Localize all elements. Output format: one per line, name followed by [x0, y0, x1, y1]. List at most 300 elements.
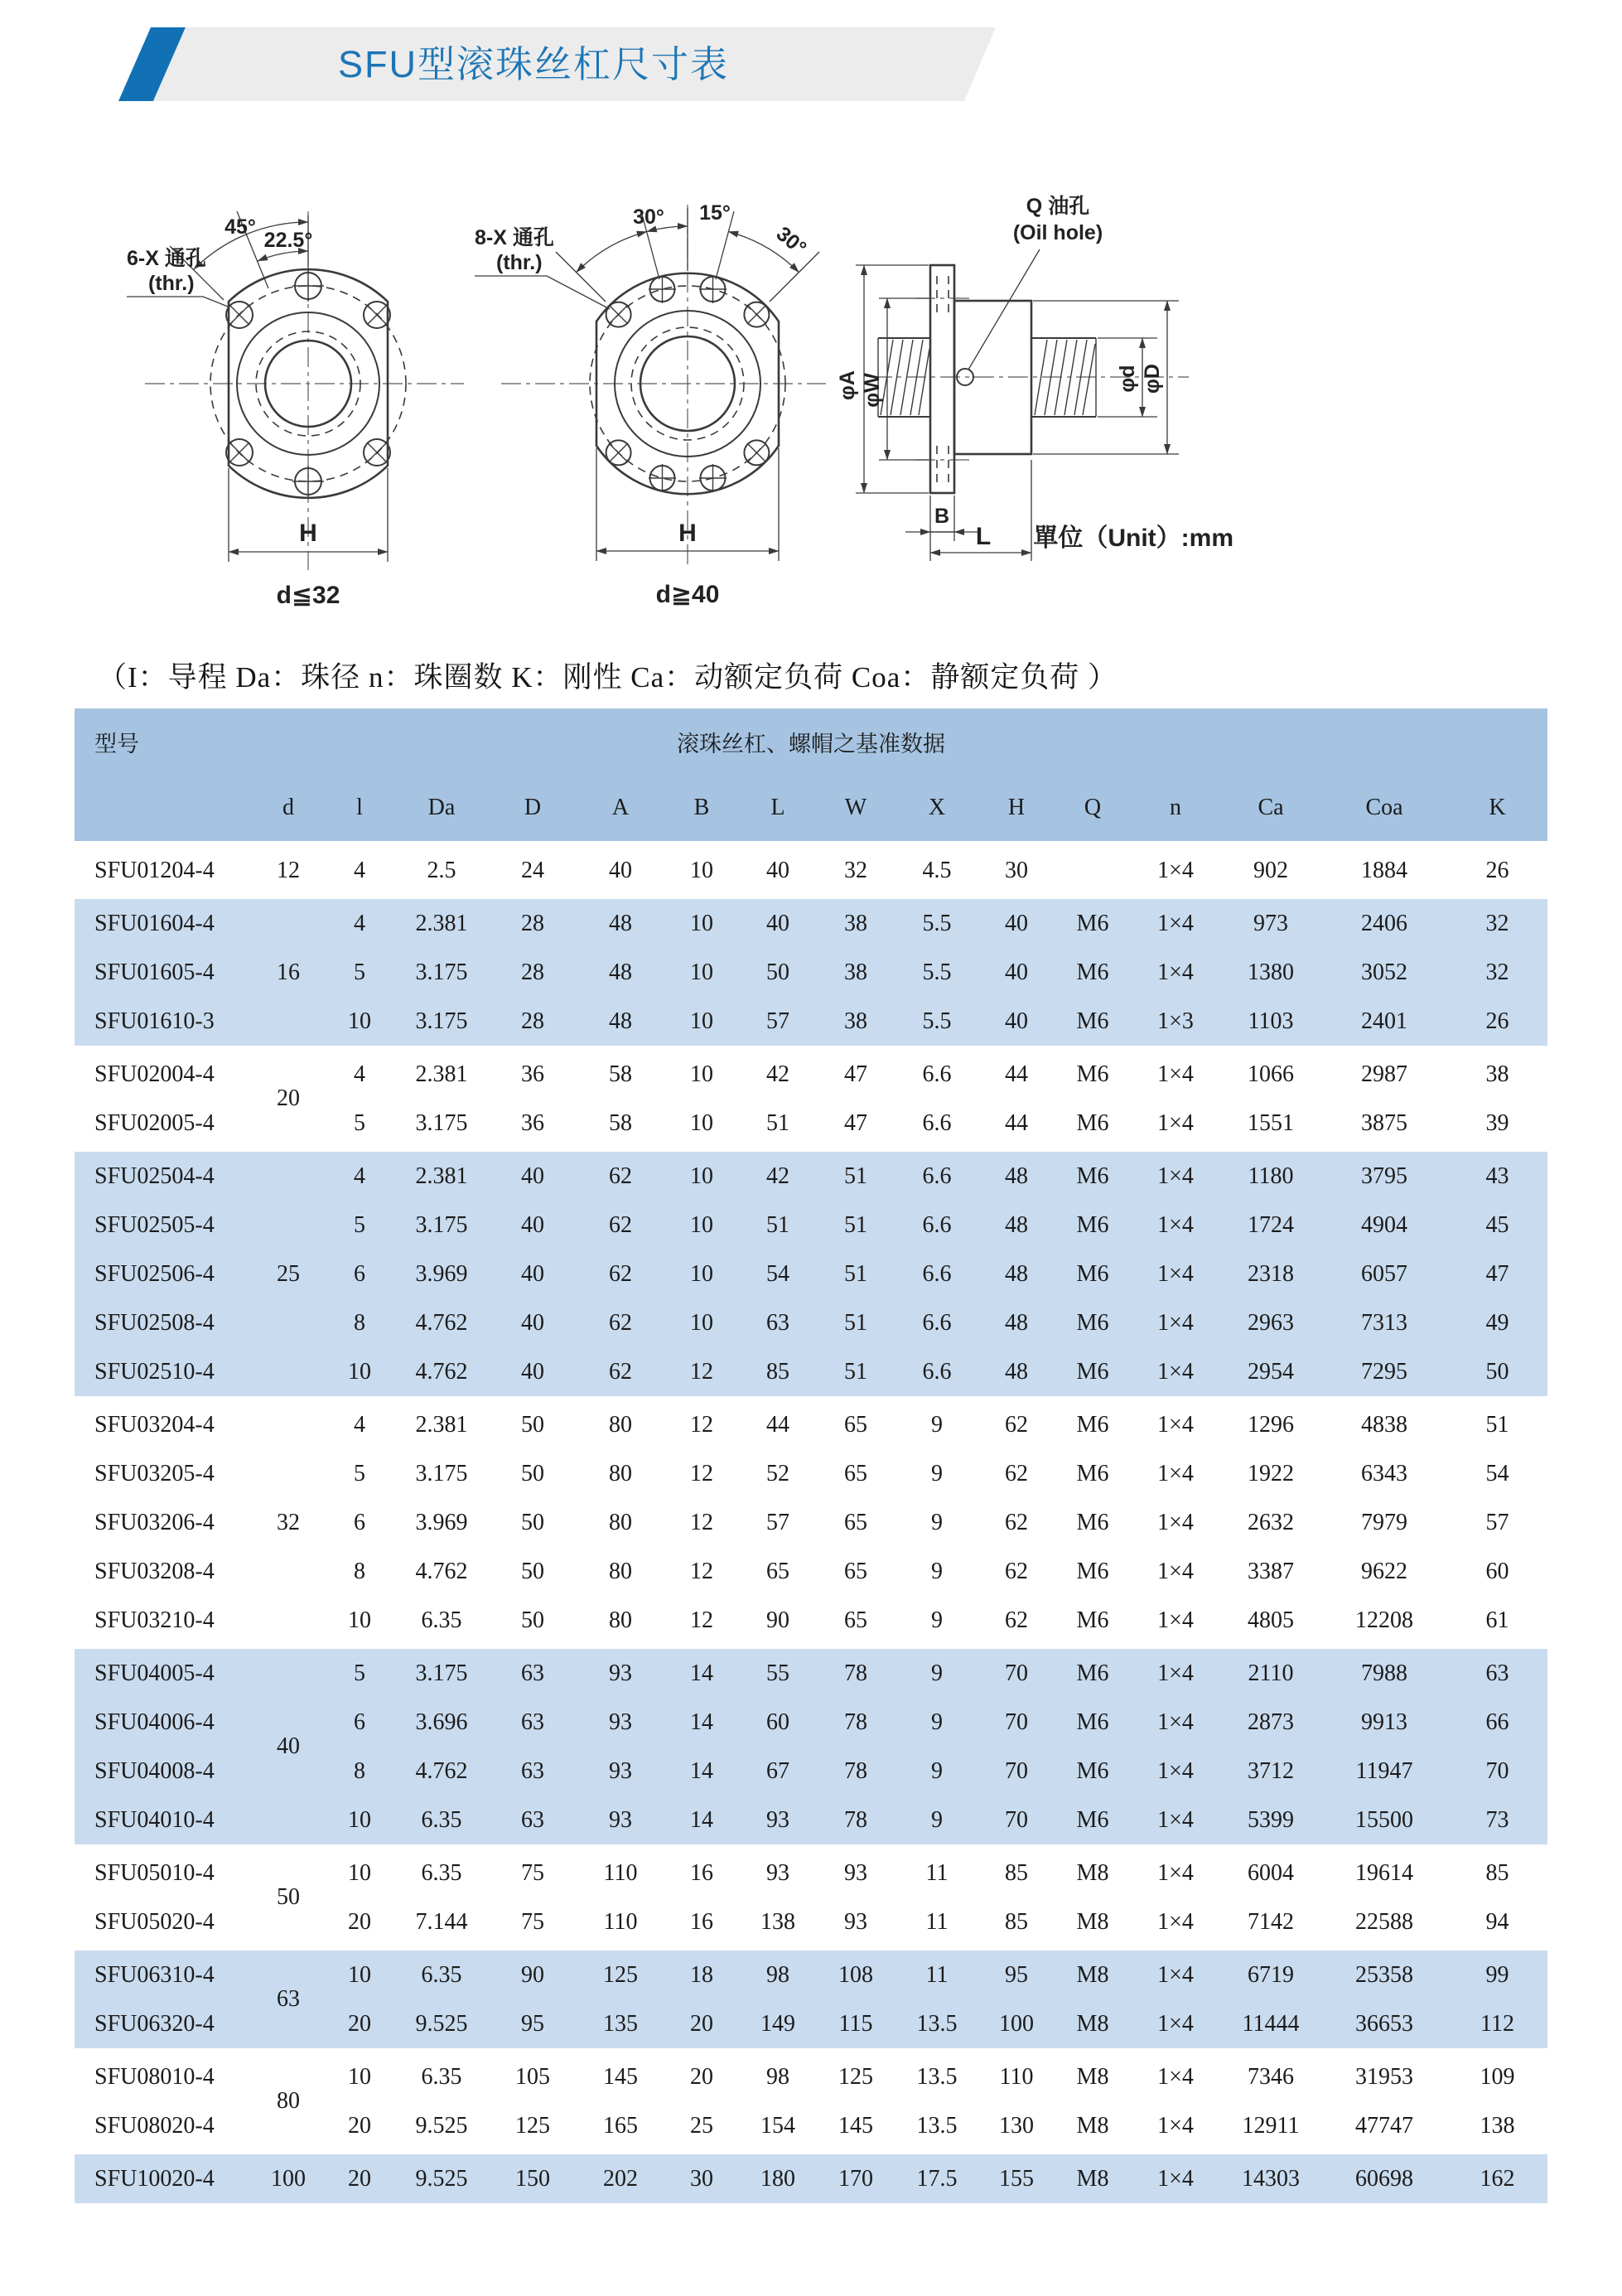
value-cell: 3.175: [415, 1660, 468, 1686]
value-cell: 3795: [1361, 1163, 1407, 1189]
value-cell: M8: [1076, 2112, 1109, 2139]
value-cell: 6.6: [922, 1109, 952, 1136]
value-cell: 57: [766, 1509, 789, 1535]
value-cell: 1×4: [1157, 1411, 1194, 1438]
table-row-SFU03204-4: [75, 1399, 1547, 1450]
model-cell: SFU03208-4: [94, 1558, 215, 1584]
value-cell: 1×4: [1157, 1859, 1194, 1886]
value-cell: 2110: [1248, 1660, 1294, 1686]
value-cell: 3.969: [415, 1509, 468, 1535]
value-cell: 62: [609, 1358, 632, 1385]
value-cell: 9: [931, 1806, 943, 1833]
value-cell: 112: [1480, 2010, 1514, 2037]
value-cell: 65: [844, 1460, 867, 1486]
value-cell: 47747: [1355, 2112, 1413, 2139]
value-cell: 1×4: [1157, 1211, 1194, 1238]
nut-side-view-drawing: [833, 186, 1247, 576]
angle-dim-arc-22-5: [258, 251, 308, 261]
value-cell: 42: [766, 1061, 789, 1087]
d-group-cell: 63: [277, 1986, 300, 2012]
value-cell: M6: [1076, 1260, 1109, 1287]
column-header-k: K: [1489, 795, 1506, 820]
value-cell: 50: [766, 959, 789, 985]
table-header-row-1: [75, 708, 1547, 775]
column-header-h: H: [1007, 795, 1026, 820]
value-cell: M8: [1076, 1961, 1109, 1988]
value-cell: M6: [1076, 1509, 1109, 1535]
model-cell: SFU04005-4: [94, 1660, 215, 1686]
table-group-d12: [75, 843, 1547, 897]
value-cell: 78: [844, 1709, 867, 1735]
value-cell: 10: [690, 959, 713, 985]
value-cell: 40: [766, 910, 789, 936]
value-cell: 70: [1005, 1757, 1028, 1784]
dimension-table: [75, 708, 1547, 2203]
value-cell: 1×4: [1157, 1509, 1194, 1535]
value-cell: 14303: [1242, 2165, 1300, 2192]
model-column-header: 型号: [94, 732, 139, 756]
value-cell: 20: [348, 2112, 371, 2139]
value-cell: M8: [1076, 2010, 1109, 2037]
value-cell: 2.5: [427, 857, 456, 883]
value-cell: 10: [348, 1859, 371, 1886]
value-cell: 40: [521, 1358, 544, 1385]
dim-label-22-5deg: 22.5°: [263, 229, 313, 252]
d-group-cell: 100: [271, 2165, 306, 2192]
value-cell: 14: [690, 1757, 713, 1784]
dim-label-b: B: [934, 505, 950, 528]
value-cell: M6: [1076, 1163, 1109, 1189]
column-header-q: Q: [1084, 795, 1102, 820]
value-cell: 93: [766, 1859, 789, 1886]
table-row-SFU08010-4: [75, 2051, 1547, 2102]
value-cell: 9: [931, 1411, 943, 1438]
value-cell: 10: [348, 1607, 371, 1633]
value-cell: 51: [844, 1260, 867, 1287]
value-cell: 1×4: [1157, 2010, 1194, 2037]
value-cell: 93: [844, 1859, 867, 1886]
value-cell: 6.35: [421, 1607, 462, 1633]
value-cell: 22588: [1355, 1908, 1413, 1935]
value-cell: 6.6: [922, 1260, 952, 1287]
value-cell: 10: [690, 1163, 713, 1189]
value-cell: 170: [838, 2165, 873, 2192]
value-cell: 1×4: [1157, 857, 1194, 883]
hole-callout-leader: [127, 297, 228, 307]
value-cell: 11444: [1242, 2010, 1300, 2037]
value-cell: 40: [521, 1211, 544, 1238]
value-cell: 4.5: [922, 857, 952, 883]
value-cell: 51: [844, 1358, 867, 1385]
value-cell: 90: [766, 1607, 789, 1633]
value-cell: 50: [521, 1509, 544, 1535]
value-cell: 26: [1485, 857, 1509, 883]
value-cell: 62: [1005, 1411, 1028, 1438]
value-cell: 1×4: [1157, 1309, 1194, 1336]
column-header-d: d: [282, 795, 294, 820]
value-cell: 4: [354, 910, 365, 936]
value-cell: 50: [521, 1460, 544, 1486]
table-row-SFU02504-4: [75, 1150, 1547, 1201]
dim-label-dia-d: φd: [1116, 365, 1139, 393]
value-cell: 2632: [1248, 1509, 1294, 1535]
value-cell: 145: [603, 2063, 638, 2090]
value-cell: 5: [354, 1460, 365, 1486]
value-cell: 80: [609, 1509, 632, 1535]
table-header-row-2: [75, 775, 1547, 843]
value-cell: 15500: [1355, 1806, 1413, 1833]
value-cell: M8: [1076, 1859, 1109, 1886]
value-cell: 54: [766, 1260, 789, 1287]
model-cell: SFU03204-4: [94, 1411, 215, 1438]
value-cell: 65: [766, 1558, 789, 1584]
value-cell: 3.175: [415, 1211, 468, 1238]
value-cell: 38: [844, 959, 867, 985]
table-group-d50: [75, 1847, 1547, 1949]
value-cell: 3875: [1361, 1109, 1407, 1136]
value-cell: 10: [690, 1260, 713, 1287]
value-cell: 9622: [1361, 1558, 1407, 1584]
dim-label-45deg: 45°: [224, 215, 256, 239]
value-cell: M6: [1076, 910, 1109, 936]
value-cell: 48: [1005, 1163, 1028, 1189]
value-cell: 100: [999, 2010, 1034, 2037]
hole-callout-label: 8-X 通孔: [475, 226, 554, 249]
value-cell: 48: [609, 1008, 632, 1034]
table-row-SFU06310-4: [75, 1949, 1547, 2000]
table-group-d20: [75, 1048, 1547, 1150]
value-cell: 130: [999, 2112, 1034, 2139]
value-cell: 9913: [1361, 1709, 1407, 1735]
value-cell: 51: [844, 1163, 867, 1189]
table-group-d63: [75, 1949, 1547, 2051]
value-cell: 60: [766, 1709, 789, 1735]
value-cell: 1×4: [1157, 2063, 1194, 2090]
value-cell: 45: [1485, 1211, 1509, 1238]
value-cell: [1055, 843, 1131, 897]
column-header-coa: Coa: [1365, 795, 1403, 820]
hole-callout-label-2: (thr.): [496, 251, 543, 274]
value-cell: 3.175: [415, 1460, 468, 1486]
value-cell: 62: [609, 1260, 632, 1287]
value-cell: 11: [925, 1859, 949, 1886]
value-cell: 10: [690, 1211, 713, 1238]
value-cell: 5.5: [922, 959, 952, 985]
value-cell: 6: [354, 1509, 365, 1535]
table-group-d80: [75, 2051, 1547, 2153]
value-cell: 90: [521, 1961, 544, 1988]
value-cell: 110: [603, 1908, 638, 1935]
value-cell: 125: [603, 1961, 638, 1988]
value-cell: 51: [766, 1211, 789, 1238]
value-cell: 125: [838, 2063, 873, 2090]
size-range-label: d≦32: [276, 582, 340, 609]
value-cell: M6: [1076, 1460, 1109, 1486]
value-cell: 62: [609, 1163, 632, 1189]
value-cell: 63: [521, 1709, 544, 1735]
value-cell: 28: [521, 1008, 544, 1034]
value-cell: 1×4: [1157, 2165, 1194, 2192]
d-group-cell: 25: [277, 1260, 300, 1287]
value-cell: 6004: [1248, 1859, 1294, 1886]
value-cell: 10: [690, 1061, 713, 1087]
value-cell: 12: [690, 1558, 713, 1584]
value-cell: 48: [609, 910, 632, 936]
value-cell: 32: [1485, 959, 1509, 985]
value-cell: 12: [690, 1358, 713, 1385]
value-cell: 26: [1485, 1008, 1509, 1034]
value-cell: 51: [844, 1309, 867, 1336]
value-cell: 3.175: [415, 959, 468, 985]
value-cell: 5.5: [922, 910, 952, 936]
value-cell: 70: [1005, 1660, 1028, 1686]
value-cell: 32: [1485, 910, 1509, 936]
value-cell: 135: [603, 2010, 638, 2037]
value-cell: 6.6: [922, 1163, 952, 1189]
value-cell: 42: [766, 1163, 789, 1189]
dim-label-dia-w: φW: [861, 373, 884, 408]
table-row-SFU05010-4: [75, 1847, 1547, 1898]
value-cell: 5: [354, 1660, 365, 1686]
value-cell: 51: [766, 1109, 789, 1136]
value-cell: 1724: [1248, 1211, 1294, 1238]
value-cell: 973: [1253, 910, 1288, 936]
value-cell: 4.762: [415, 1558, 468, 1584]
value-cell: 1×4: [1157, 959, 1194, 985]
value-cell: 110: [999, 2063, 1034, 2090]
value-cell: 155: [999, 2165, 1034, 2192]
value-cell: 66: [1485, 1709, 1509, 1735]
value-cell: 3.175: [415, 1109, 468, 1136]
flange-front-view-large-drawing: [468, 178, 833, 626]
value-cell: 85: [1005, 1908, 1028, 1935]
model-cell: SFU04010-4: [94, 1806, 215, 1833]
value-cell: 1296: [1248, 1411, 1294, 1438]
value-cell: 13.5: [916, 2063, 958, 2090]
value-cell: 1×4: [1157, 1558, 1194, 1584]
value-cell: 60698: [1355, 2165, 1413, 2192]
value-cell: 50: [521, 1411, 544, 1438]
hole-callout-label: 6-X 通孔: [127, 247, 206, 270]
d-group-cell: 12: [277, 857, 300, 883]
model-cell: SFU08010-4: [94, 2063, 215, 2090]
value-cell: 50: [1485, 1358, 1509, 1385]
hole-callout-label-2: (thr.): [148, 272, 195, 295]
flange-plate: [930, 265, 954, 493]
value-cell: 10: [690, 1309, 713, 1336]
value-cell: 2.381: [415, 1061, 468, 1087]
model-cell: SFU06320-4: [94, 2010, 215, 2037]
value-cell: 1×4: [1157, 1109, 1194, 1136]
value-cell: 40: [1005, 910, 1028, 936]
value-cell: 40: [521, 1163, 544, 1189]
value-cell: 10: [348, 1008, 371, 1034]
value-cell: 10: [348, 1806, 371, 1833]
value-cell: 51: [844, 1211, 867, 1238]
value-cell: 9: [931, 1757, 943, 1784]
model-cell: SFU01204-4: [94, 857, 215, 883]
value-cell: 105: [515, 2063, 550, 2090]
value-cell: 44: [766, 1411, 789, 1438]
value-cell: 65: [844, 1558, 867, 1584]
value-cell: 4.762: [415, 1309, 468, 1336]
value-cell: 75: [521, 1859, 544, 1886]
dim-label-h: H: [678, 520, 697, 547]
model-cell: SFU02005-4: [94, 1109, 215, 1136]
value-cell: 49: [1485, 1309, 1509, 1336]
value-cell: M8: [1076, 1908, 1109, 1935]
table-row-SFU02004-4: [75, 1048, 1547, 1100]
value-cell: M6: [1076, 1109, 1109, 1136]
value-cell: 12: [690, 1460, 713, 1486]
value-cell: 99: [1485, 1961, 1509, 1988]
value-cell: 5.5: [922, 1008, 952, 1034]
value-cell: 48: [609, 959, 632, 985]
model-cell: SFU02004-4: [94, 1061, 215, 1087]
value-cell: 52: [766, 1460, 789, 1486]
value-cell: 63: [521, 1806, 544, 1833]
value-cell: 78: [844, 1806, 867, 1833]
value-cell: 3052: [1361, 959, 1407, 985]
value-cell: 6.6: [922, 1061, 952, 1087]
value-cell: 25358: [1355, 1961, 1413, 1988]
value-cell: 36: [521, 1109, 544, 1136]
value-cell: 5: [354, 959, 365, 985]
model-cell: SFU05020-4: [94, 1908, 215, 1935]
model-cell: SFU01604-4: [94, 910, 215, 936]
value-cell: 12911: [1242, 2112, 1300, 2139]
value-cell: 5: [354, 1109, 365, 1136]
value-cell: 180: [760, 2165, 795, 2192]
value-cell: 162: [1480, 2165, 1515, 2192]
value-cell: 6.35: [421, 1806, 462, 1833]
value-cell: 1×4: [1157, 910, 1194, 936]
value-cell: 9.525: [415, 2165, 468, 2192]
value-cell: 18: [690, 1961, 713, 1988]
value-cell: 16: [690, 1908, 713, 1935]
value-cell: 63: [521, 1660, 544, 1686]
column-header-a: A: [611, 795, 630, 820]
value-cell: 44: [1005, 1109, 1028, 1136]
value-cell: 3387: [1248, 1558, 1294, 1584]
value-cell: 6057: [1361, 1260, 1407, 1287]
value-cell: 1×4: [1157, 1260, 1194, 1287]
value-cell: 73: [1485, 1806, 1509, 1833]
value-cell: 1922: [1248, 1460, 1294, 1486]
value-cell: 9: [931, 1558, 943, 1584]
value-cell: 4: [354, 1411, 365, 1438]
value-cell: 11: [925, 1961, 949, 1988]
value-cell: 2401: [1361, 1008, 1407, 1034]
value-cell: 10: [348, 2063, 371, 2090]
value-cell: 1066: [1248, 1061, 1294, 1087]
value-cell: 5: [354, 1211, 365, 1238]
model-cell: SFU06310-4: [94, 1961, 215, 1988]
value-cell: 3.175: [415, 1008, 468, 1034]
d-group-cell: 40: [277, 1733, 300, 1759]
value-cell: 20: [348, 2010, 371, 2037]
value-cell: 36653: [1355, 2010, 1413, 2037]
value-cell: 1×4: [1157, 1061, 1194, 1087]
value-cell: 10: [690, 857, 713, 883]
value-cell: 14: [690, 1709, 713, 1735]
value-cell: 4: [354, 1163, 365, 1189]
value-cell: 7.144: [415, 1908, 468, 1935]
column-header-da: Da: [427, 795, 456, 820]
value-cell: 8: [354, 1558, 365, 1584]
value-cell: 12208: [1355, 1607, 1413, 1633]
dim-label-dia-dd: φD: [1141, 364, 1164, 394]
value-cell: 75: [521, 1908, 544, 1935]
value-cell: 3.969: [415, 1260, 468, 1287]
value-cell: 2873: [1248, 1709, 1294, 1735]
value-cell: 38: [844, 1008, 867, 1034]
value-cell: 202: [603, 2165, 638, 2192]
value-cell: 138: [760, 1908, 795, 1935]
value-cell: 4904: [1361, 1211, 1407, 1238]
value-cell: 4.762: [415, 1757, 468, 1784]
value-cell: M6: [1076, 1211, 1109, 1238]
value-cell: 6719: [1248, 1961, 1294, 1988]
value-cell: 48: [1005, 1309, 1028, 1336]
value-cell: 85: [766, 1358, 789, 1385]
model-cell: SFU03210-4: [94, 1607, 215, 1633]
table-group-d40: [75, 1647, 1547, 1847]
value-cell: 62: [1005, 1460, 1028, 1486]
value-cell: 40: [609, 857, 632, 883]
hole-callout-leader: [475, 276, 610, 309]
value-cell: 50: [521, 1607, 544, 1633]
value-cell: 7346: [1248, 2063, 1294, 2090]
value-cell: M6: [1076, 1709, 1109, 1735]
value-cell: 2318: [1248, 1260, 1294, 1287]
value-cell: 1×4: [1157, 1908, 1194, 1935]
value-cell: 12: [690, 1509, 713, 1535]
value-cell: 4: [354, 1061, 365, 1087]
value-cell: 28: [521, 910, 544, 936]
d-group-cell: 20: [277, 1085, 300, 1111]
page-title: SFU型滚珠丝杠尺寸表: [337, 43, 729, 85]
value-cell: 47: [1485, 1260, 1509, 1287]
value-cell: 4.762: [415, 1358, 468, 1385]
dim-label-l: L: [975, 523, 992, 550]
value-cell: 902: [1253, 857, 1288, 883]
value-cell: 115: [838, 2010, 873, 2037]
value-cell: 11: [925, 1908, 949, 1935]
value-cell: 9: [931, 1509, 943, 1535]
value-cell: 30: [1005, 857, 1028, 883]
value-cell: 62: [609, 1309, 632, 1336]
angle-ext-line: [770, 252, 819, 302]
value-cell: 10: [348, 1358, 371, 1385]
value-cell: 12: [690, 1607, 713, 1633]
value-cell: 8: [354, 1309, 365, 1336]
table-group-d16: [75, 897, 1547, 1048]
value-cell: 43: [1485, 1163, 1509, 1189]
value-cell: 93: [609, 1806, 632, 1833]
value-cell: 9: [931, 1460, 943, 1486]
column-header-ca: Ca: [1258, 795, 1284, 820]
value-cell: 154: [760, 2112, 795, 2139]
value-cell: 1×3: [1157, 1008, 1194, 1034]
column-header-model-spacer: [75, 775, 253, 843]
value-cell: 6.35: [421, 1961, 462, 1988]
value-cell: 47: [844, 1109, 867, 1136]
value-cell: M6: [1076, 1008, 1109, 1034]
value-cell: 65: [844, 1411, 867, 1438]
value-cell: 1×4: [1157, 1806, 1194, 1833]
model-cell: SFU01610-3: [94, 1008, 215, 1034]
